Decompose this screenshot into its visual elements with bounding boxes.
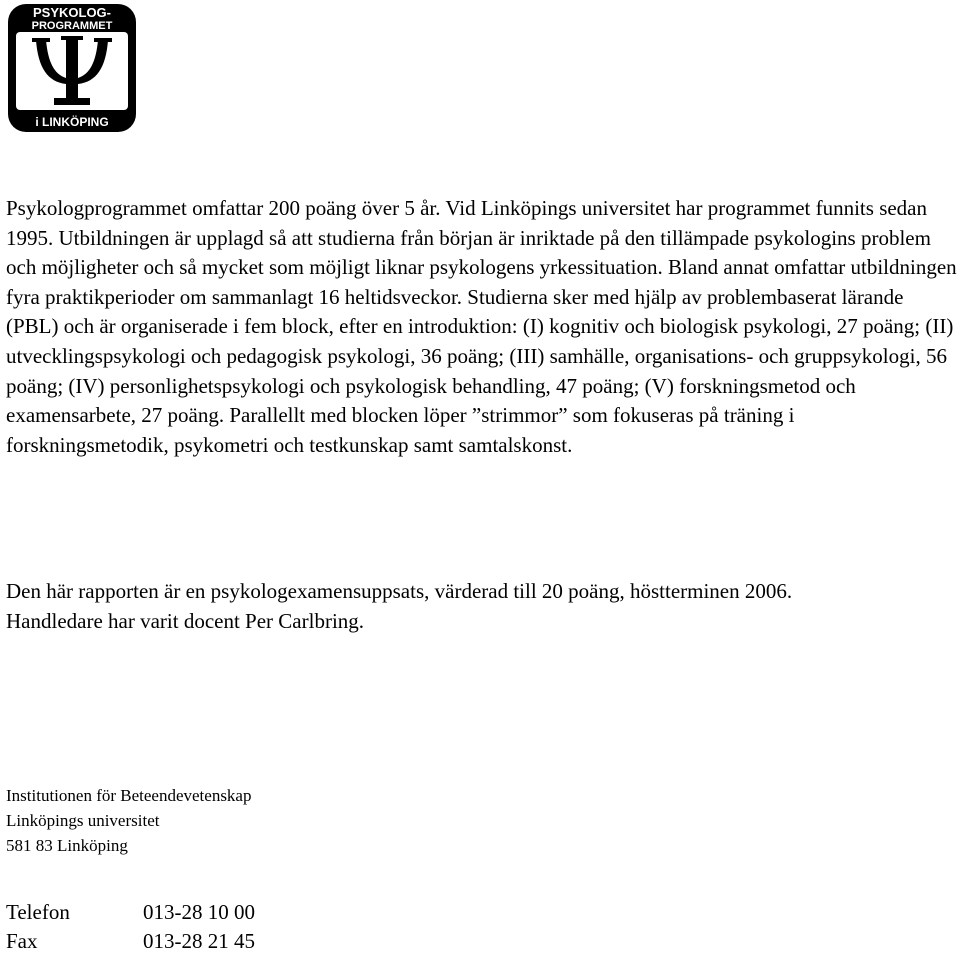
fax-label: Fax: [6, 929, 38, 953]
address-department: Institutionen för Beteendevetenskap: [6, 786, 252, 805]
address-university: Linköpings universitet: [6, 811, 160, 830]
contact-block: [6, 898, 255, 956]
address-block: [6, 783, 251, 858]
logo-line-2: PROGRAMMET: [31, 20, 113, 32]
report-info-line-1: Den här rapporten är en psykologexamensuppsats, värderad till 20 poäng, höstterminen 2006.: [6, 579, 793, 603]
report-info-line-2: Handledare har varit docent Per Carlbring.: [6, 608, 365, 633]
phone-row: [6, 898, 255, 927]
phone-value: 013-28 10 00: [143, 900, 255, 924]
report-info-paragraph: [6, 577, 960, 636]
logo-emblem: [6, 2, 138, 134]
fax-value: 013-28 21 45: [143, 929, 255, 953]
psykologprogrammet-logo: [6, 2, 138, 134]
address-postal: 581 83 Linköping: [6, 836, 128, 855]
logo-line-1: PSYKOLOG-: [32, 5, 112, 20]
logo-line-3: i LINKÖPING: [35, 115, 109, 129]
phone-label: Telefon: [6, 900, 70, 924]
program-description-paragraph: Psykologprogrammet omfattar 200 poäng över 5 år. Vid Linköpings universitet har programmet funnits sedan 1995. Utbildningen är upplagd så att studierna från början är inriktade på den tillämpade psykologins problem och möjligheter och så mycket som möjligt liknar psykologens yrkessituation. Bland annat omfattar utbildningen fyra praktikperioder om sammanlagt 16 heltidsveckor. Studierna sker med hjälp av problembaserat lärande (PBL) och är organiserade i fem block, efter en introduktion: (I) kognitiv och biologisk psykologi, 27 poäng; (II) utvecklingspsykologi och pedagogisk psykologi, 36 poäng; (III) samhälle, organisations- och gruppsykologi, 56 poäng; (IV) personlighetspsykologi och psykologisk behandling, 47 poäng; (V) forskningsmetod och examensarbete, 27 poäng. Parallellt med blocken löper ”strimmor” som fokuseras på träning i forskningsmetodik, psykometri och testkunskap samt samtalskonst.: [6, 196, 957, 457]
